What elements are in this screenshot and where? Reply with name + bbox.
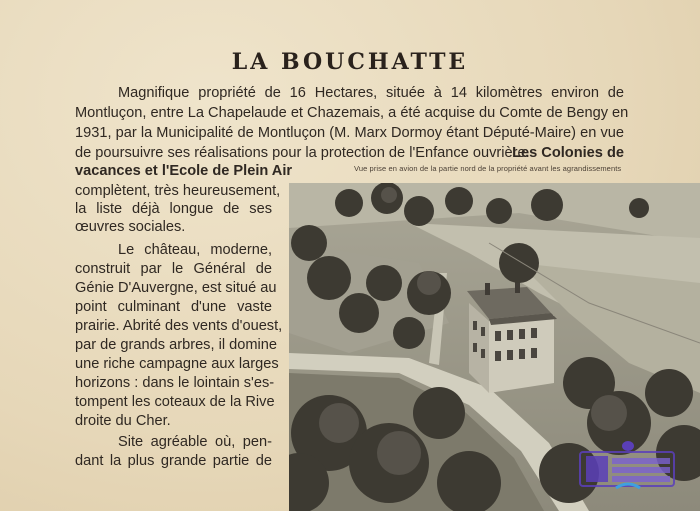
page-title: LA BOUCHATTE <box>231 49 469 75</box>
photo-caption: Vue prise en avion de la partie nord de la propriété avant les agrandissements <box>354 164 622 173</box>
paragraph-line: œuvres sociales. <box>75 219 186 235</box>
paragraph-line: la liste déjà longue de ses <box>75 201 272 217</box>
paragraph-line: droite du Cher. <box>75 413 171 429</box>
paragraph-line: dant la plus grande partie de <box>75 453 272 469</box>
paragraph-line: Magnifique propriété de 16 Hectares, située à 14 kilomètres environ de <box>118 85 624 101</box>
paragraph-line: Montluçon, entre La Chapelaude et Chazemais, a été acquise du Comte de Bengy en <box>75 105 629 121</box>
paragraph-line <box>75 143 624 163</box>
paragraph-text: de poursuivre ses réalisations pour la protection de l'Enfance ouvrière. <box>75 145 530 161</box>
paragraph-line: Site agréable où, pen- <box>118 434 272 450</box>
paragraph-line: construit par le Général de <box>75 261 272 277</box>
paragraph-line: Génie D'Auvergne, est situé au <box>75 280 277 296</box>
paragraph-line: par de grands arbres, il domine <box>75 337 277 353</box>
paragraph-line: horizons : dans le lointain s'es- <box>75 375 275 391</box>
paragraph-line: complètent, très heureusement, <box>75 183 281 199</box>
paragraph-line: prairie. Abrité des vents d'ouest, <box>75 318 283 334</box>
paragraph-line: point culminant d'une vaste <box>75 299 272 315</box>
paragraph-line: 1931, par la Municipalité de Montluçon (M. Marx Dormoy étant Député-Maire) en vue <box>75 125 624 141</box>
paragraph-bold-line: vacances et l'Ecole de Plein Air <box>75 163 293 179</box>
logo-stamp-icon <box>576 436 676 494</box>
paragraph-bold-text: Les Colonies de <box>512 145 624 161</box>
paragraph-line: Le château, moderne, <box>118 242 272 258</box>
paragraph-line: une riche campagne aux larges <box>75 356 279 372</box>
paragraph-line: tompent les coteaux de la Rive <box>75 394 275 410</box>
